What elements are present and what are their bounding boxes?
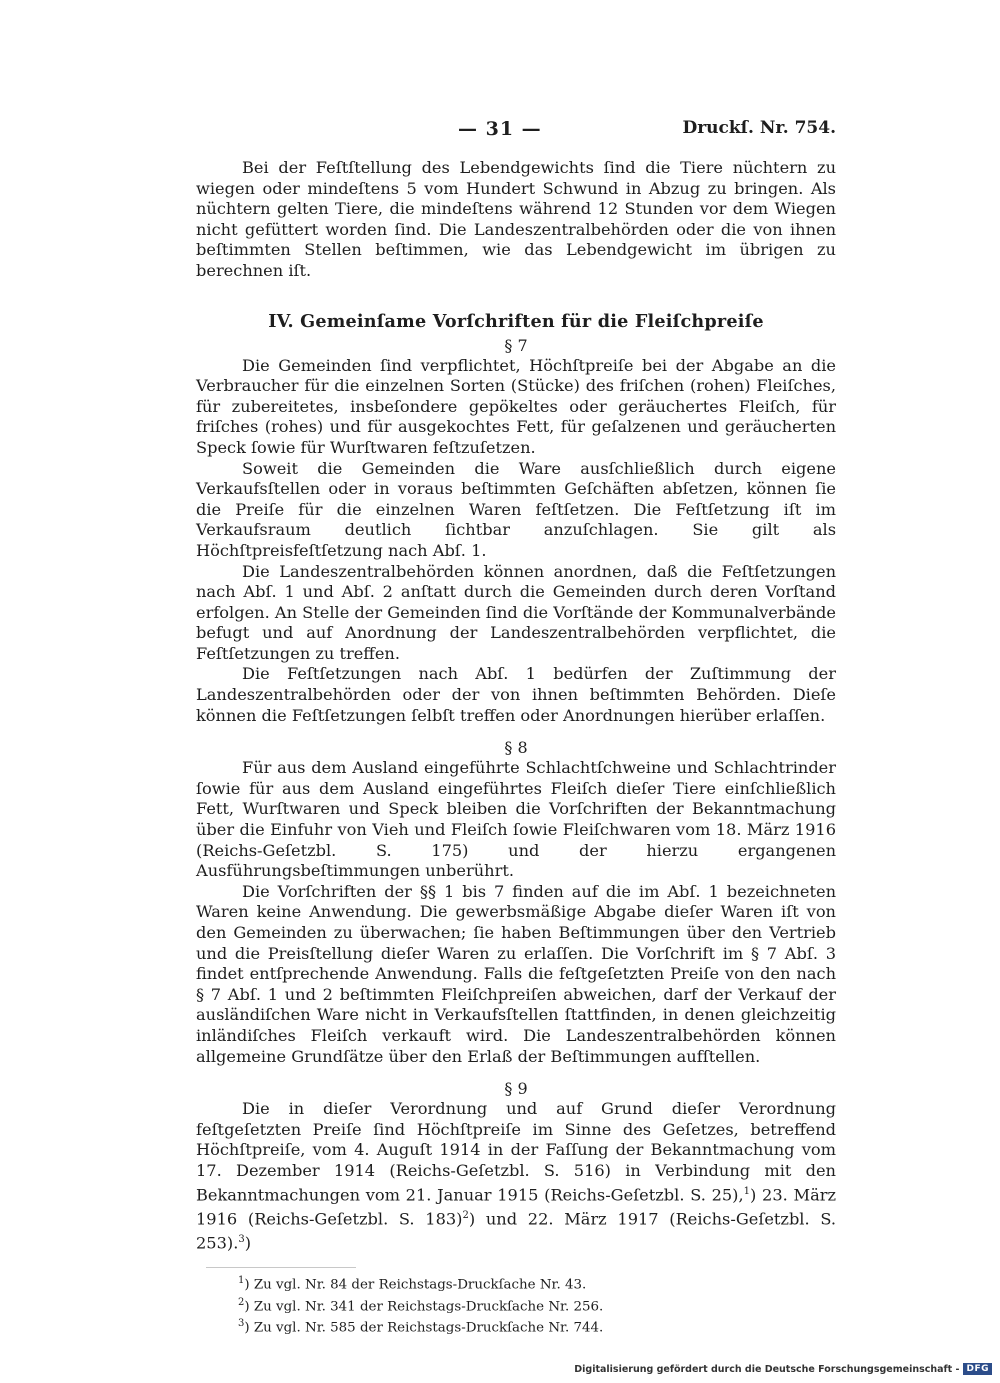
paragraph-mark: § 9 [504, 1079, 528, 1099]
funding-text: Digitalisierung gefördert durch die Deutsche Forschungsgemeinschaft - [574, 1363, 960, 1375]
page-number: — 31 — [458, 118, 542, 140]
section-7-paragraph-1: Die Gemeinden ſind verpflichtet, Höchſtpreiſe bei der Abgabe an die Verbraucher für die einzelnen Sorten (Stücke) des friſchen (rohen) Fleiſches, für zubereitetes, insbeſondere gepökeltes oder geräuchertes Fleiſch, für friſches (rohes) und für ausgekochtes Fett, für geſalzenen und geräucherten Speck ſowie für Wurſtwaren feſtzuſetzen. [196, 355, 836, 457]
section-9-text: Die in dieſer Verordnung und auf Grund dieſer Verordnung feſtgeſetzten Preiſe ſind Höchſtpreiſe im Sinne des Geſetzes, betreffend Höchſtpreiſe, vom 4. Auguſt 1914 in der Faſſung der Bekanntmachung vom 17. Dezember 1914 (Reichs-Geſetzbl. S. 516) in Verbindung mit den Bekanntmachungen vom 21. Januar 1915 (Reichs-Geſetzbl. S. 25), [196, 1099, 836, 1204]
document-reference: Druckſ. Nr. 754. [682, 118, 836, 138]
section-9 [196, 1079, 836, 1253]
dfg-logo: DFG [963, 1363, 992, 1375]
section-9-text: ) und 22. März 1917 (Reichs-Geſetzbl. S. 253). [196, 1208, 836, 1252]
section-7-paragraph-3: Die Landeszentralbehörden können anordnen, daß die Feſtſetzungen nach Abſ. 1 und Abſ. 2 anſtatt durch die Gemeinden durch deren Vorſtand erfolgen. An Stelle der Gemeinden ſind die Vorſtände der Kommunalverbände befugt und auf Anordnung der Landeszentralbehörden verpflichtet, die Feſtſetzungen zu treffen. [196, 561, 836, 663]
footnote-divider [206, 1267, 356, 1268]
footnote-ref[interactable]: 2 [462, 1209, 469, 1221]
footnote [238, 1315, 836, 1336]
footnote-ref[interactable]: 3 [238, 1233, 245, 1245]
section-8-paragraph-1: Für aus dem Ausland eingeführte Schlachtſchweine und Schlachtrinder ſowie für aus dem Ausland eingeführtes Fleiſch dieſer Tiere einſchließlich Fett, Wurſtwaren und Speck bleiben die Vorſchriften der Bekanntmachung über die Einfuhr von Vieh und Fleiſch ſowie Fleiſchwaren vom 18. März 1916 (Reichs-Geſetzbl. S. 175) und der hierzu ergangenen Ausführungsbeſtimmungen unberührt. [196, 758, 836, 881]
footnotes [238, 1272, 836, 1336]
footnote-text: ) Zu vgl. Nr. 84 der Reichstags-Druckſache Nr. 43. [244, 1277, 587, 1293]
footnote-mark: 1 [238, 1275, 245, 1287]
section-heading: IV. Gemeinſame Vorſchriften für die Fleiſchpreiſe [268, 310, 764, 332]
section-8 [196, 738, 836, 1067]
footnote-text: ) Zu vgl. Nr. 341 der Reichstags-Druckſache Nr. 256. [244, 1299, 604, 1315]
intro-paragraph: Bei der Feſtſtellung des Lebendgewichts ſind die Tiere nüchtern zu wiegen oder mindeſtens 5 vom Hundert Schwund in Abzug zu bringen. Als nüchtern gelten Tiere, die mindeſtens während 12 Stunden vor dem Wiegen nicht gefüttert worden ſind. Die Landeszentralbehörden oder die von ihnen beſtimmten Stellen beſtimmen, wie das Lebendgewicht im übrigen zu berechnen iſt. [196, 158, 836, 280]
section-9-text: ) 23. März 1916 (Reichs-Geſetzbl. S. 183) [196, 1184, 837, 1228]
footnote-ref[interactable]: 1 [743, 1185, 751, 1197]
section-8-paragraph-2: Die Vorſchriften der §§ 1 bis 7 finden auf die im Abſ. 1 bezeichneten Waren keine Anwendung. Die gewerbsmäßige Abgabe dieſer Waren iſt von den Gemeinden zu überwachen; ſie haben Beſtimmungen über den Vertrieb und die Preisſtellung dieſer Waren zu erlaſſen. Die Vorſchrift im § 7 Abſ. 3 findet entſprechende Anwendung. Falls die feſtgeſetzten Preiſe von den nach § 7 Abſ. 1 und 2 beſtimmten Fleiſchpreiſen abweichen, darf der Verkauf der ausländiſchen Ware nicht in Verkaufsſtellen ſtattfinden, in denen gleichzeitig inländiſches Fleiſch verkauft wird. Die Landeszentralbehörden können allgemeine Grundſätze über den Erlaß der Beſtimmungen aufſtellen. [196, 881, 836, 1066]
section-7-paragraph-4: Die Feſtſetzungen nach Abſ. 1 bedürfen der Zuſtimmung der Landeszentralbehörden oder der von ihnen beſtimmten Behörden. Dieſe können die Feſtſetzungen ſelbſt treffen oder Anordnungen hierüber erlaſſen. [196, 664, 836, 725]
section-7-paragraph-2: Soweit die Gemeinden die Ware ausſchließlich durch eigene Verkaufsſtellen oder in voraus beſtimmten Geſchäften abſetzen, können ſie die Preiſe für die einzelnen Waren feſtſetzen. Die Feſtſetzung iſt im Verkaufsraum deutlich ſichtbar anzuſchlagen. Sie gilt als Höchſtpreisfeſtſetzung nach Abſ. 1. [196, 458, 836, 560]
footnote-text: ) Zu vgl. Nr. 585 der Reichstags-Druckſache Nr. 744. [244, 1320, 604, 1336]
section-7 [196, 336, 836, 727]
page-header [196, 118, 836, 144]
section-9-paragraph-1 [196, 1099, 836, 1253]
funding-note [574, 1363, 992, 1375]
paragraph-mark: § 8 [504, 738, 528, 758]
section-9-text: ) [244, 1232, 252, 1252]
footnote-mark: 3 [238, 1318, 245, 1330]
footnote [238, 1294, 836, 1315]
footnote [238, 1272, 836, 1293]
document-page [196, 118, 836, 1337]
footnote-mark: 2 [238, 1296, 245, 1308]
paragraph-mark: § 7 [504, 335, 528, 355]
